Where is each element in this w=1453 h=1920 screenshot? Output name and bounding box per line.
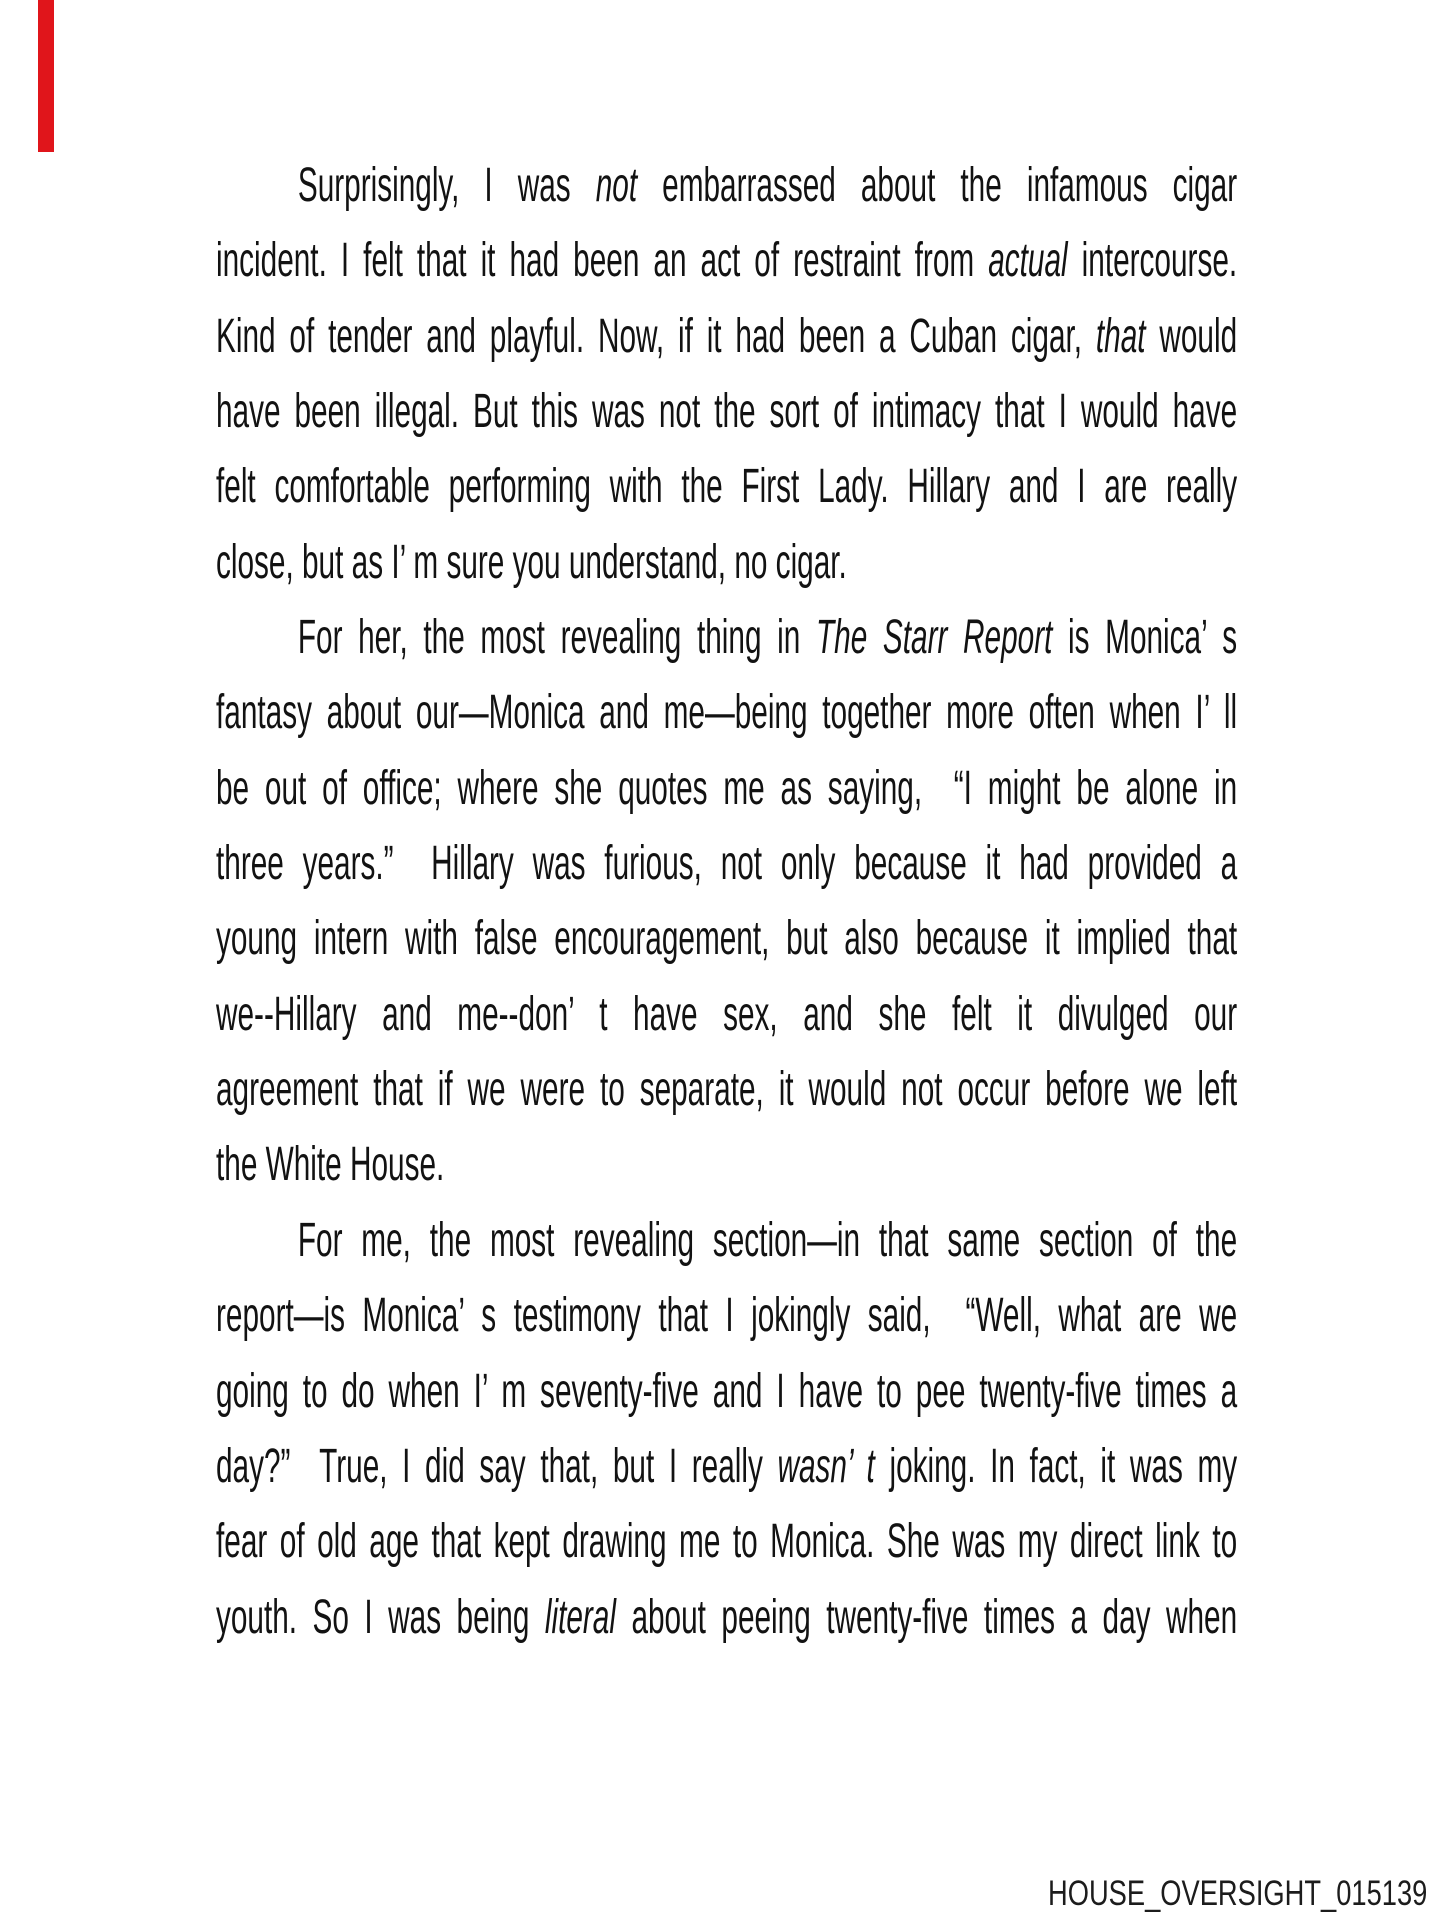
paragraph-1-line-3 bbox=[216, 299, 1237, 374]
paragraph-3-line-5 bbox=[216, 1504, 1237, 1579]
paragraph-2-line-6 bbox=[216, 977, 1237, 1052]
paragraph-2-line-3 bbox=[216, 751, 1237, 826]
paragraph-2-line-5 bbox=[216, 901, 1237, 976]
body-text: have been illegal. But this was not the sort of intimacy that I would have bbox=[216, 385, 1238, 439]
paragraph-3-line-6 bbox=[216, 1580, 1237, 1655]
paragraph-3-line-1 bbox=[216, 1203, 1237, 1278]
italic-text: literal bbox=[544, 1590, 616, 1644]
body-text: three years.” Hillary was furious, not only because it had provided a bbox=[216, 837, 1238, 891]
italic-text: that bbox=[1095, 309, 1146, 363]
paragraph-2-line-8 bbox=[216, 1127, 1237, 1202]
paragraph-1-line-5 bbox=[216, 449, 1237, 524]
body-text: close, but as I’ m sure you understand, no cigar. bbox=[216, 535, 847, 589]
body-text: would bbox=[1145, 309, 1238, 363]
body-text: Kind of tender and playful. Now, if it had been a Cuban cigar, bbox=[216, 309, 1096, 363]
body-text: For her, the most revealing thing in bbox=[297, 611, 816, 665]
paragraph-3-line-4 bbox=[216, 1429, 1237, 1504]
body-text: going to do when I’ m seventy-five and I have to pee twenty-five times a bbox=[216, 1364, 1238, 1418]
body-text: day?” True, I did say that, but I really bbox=[216, 1439, 778, 1493]
paragraph-1-line-4 bbox=[216, 374, 1237, 449]
paragraph-1-line-1 bbox=[216, 148, 1237, 223]
bates-stamp: HOUSE_OVERSIGHT_015139 bbox=[1047, 1874, 1427, 1913]
paragraph-3-line-2 bbox=[216, 1278, 1237, 1353]
italic-text: not bbox=[595, 159, 638, 212]
paragraph-2-line-7 bbox=[216, 1052, 1237, 1127]
body-text: is Monica’ s bbox=[1052, 611, 1238, 665]
body-text: felt comfortable performing with the First Lady. Hillary and I are really bbox=[216, 460, 1238, 514]
italic-text: wasn’ t bbox=[777, 1439, 875, 1493]
body-text: intercourse. bbox=[1067, 234, 1238, 288]
body-text: fantasy about our—Monica and me—being together more often when I’ ll bbox=[216, 686, 1238, 740]
body-text: report—is Monica’ s testimony that I jokingly said, “Well, what are we bbox=[216, 1289, 1238, 1343]
body-text: young intern with false encouragement, but also because it implied that bbox=[216, 912, 1238, 966]
body-text: fear of old age that kept drawing me to Monica. She was my direct link to bbox=[216, 1515, 1238, 1569]
paragraph-2-line-4 bbox=[216, 826, 1237, 901]
paragraph-1-line-2 bbox=[216, 223, 1237, 298]
body-text: be out of office; where she quotes me as saying, “I might be alone in bbox=[216, 761, 1238, 815]
italic-text: The Starr Report bbox=[815, 611, 1053, 665]
body-text: we--Hillary and me--don’ t have sex, and she felt it divulged our bbox=[216, 987, 1238, 1041]
red-scan-artifact bbox=[38, 0, 54, 152]
body-text: about peeing twenty-five times a day when bbox=[615, 1590, 1238, 1644]
body-text: youth. So I was being bbox=[216, 1590, 545, 1644]
paragraph-2-line-1 bbox=[216, 600, 1237, 675]
paragraph-2-line-2 bbox=[216, 675, 1237, 750]
body-text: the White House. bbox=[216, 1138, 445, 1192]
text-block bbox=[216, 148, 1237, 1655]
body-text: incident. I felt that it had been an act of restraint from bbox=[216, 234, 989, 288]
body-text: For me, the most revealing section—in that same section of the bbox=[297, 1213, 1238, 1267]
paragraph-1-line-6 bbox=[216, 525, 1237, 600]
body-text: embarrassed about the infamous cigar bbox=[637, 159, 1238, 212]
body-text: Surprisingly, I was bbox=[297, 159, 596, 212]
body-text: joking. In fact, it was my bbox=[874, 1439, 1238, 1493]
italic-text: actual bbox=[988, 234, 1068, 288]
body-text: agreement that if we were to separate, it would not occur before we left bbox=[216, 1063, 1238, 1117]
paragraph-3-line-3 bbox=[216, 1354, 1237, 1429]
